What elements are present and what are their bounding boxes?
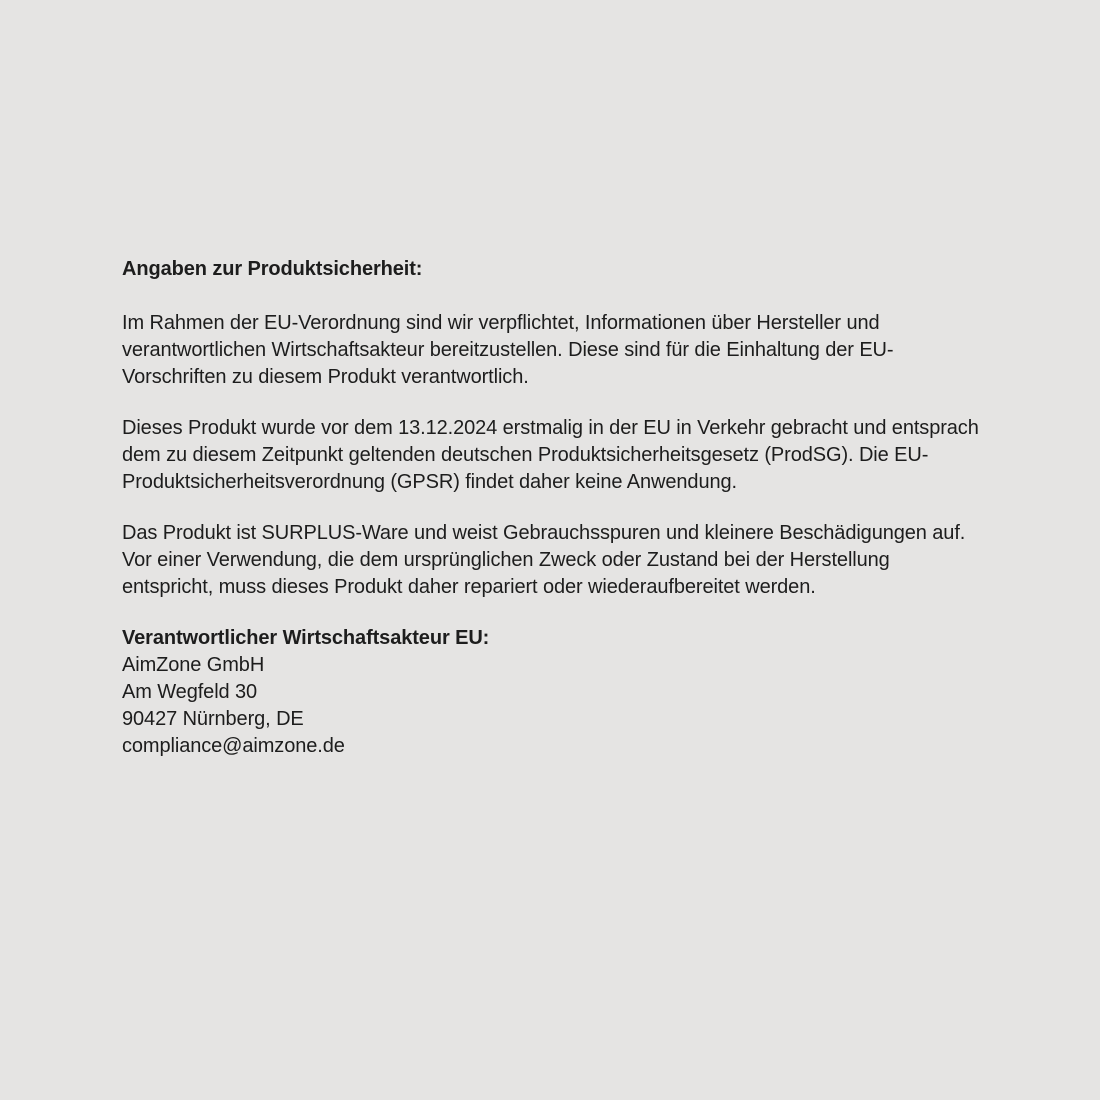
contact-company-name: AimZone GmbH xyxy=(122,654,265,676)
contact-heading-wirtschaftsakteur: Verantwortlicher Wirtschaftsakteur EU: xyxy=(122,627,490,649)
product-safety-text-block xyxy=(122,256,984,760)
section-heading-produktsicherheit: Angaben zur Produktsicherheit: xyxy=(122,258,423,280)
contact-city-country: 90427 Nürnberg, DE xyxy=(122,708,304,730)
contact-street-address: Am Wegfeld 30 xyxy=(122,681,258,703)
contact-email-address: compliance@aimzone.de xyxy=(122,735,345,757)
paragraph-surplus-ware: Das Produkt ist SURPLUS-Ware und weist Gebrauchsspuren und kleinere Beschädigungen auf. Vor einer Verwendung, die dem ursprünglichen Zweck oder Zustand bei der Herstellung entspricht, muss dieses Produkt daher repariert oder wiederaufbereitet werden. xyxy=(122,522,966,598)
paragraph-prodsg-gpsr: Dieses Produkt wurde vor dem 13.12.2024 erstmalig in der EU in Verkehr gebracht und entsprach dem zu diesem Zeitpunkt geltenden deutschen Produktsicherheitsgesetz (ProdSG). Die EU-Produktsicherheitsverordnung (GPSR) findet daher keine Anwendung. xyxy=(122,417,979,493)
paragraph-eu-verordnung: Im Rahmen der EU-Verordnung sind wir verpflichtet, Informationen über Hersteller und verantwortlichen Wirtschaftsakteur bereitzustellen. Diese sind für die Einhaltung der EU-Vorschriften zu diesem Produkt verantwortlich. xyxy=(122,312,894,388)
